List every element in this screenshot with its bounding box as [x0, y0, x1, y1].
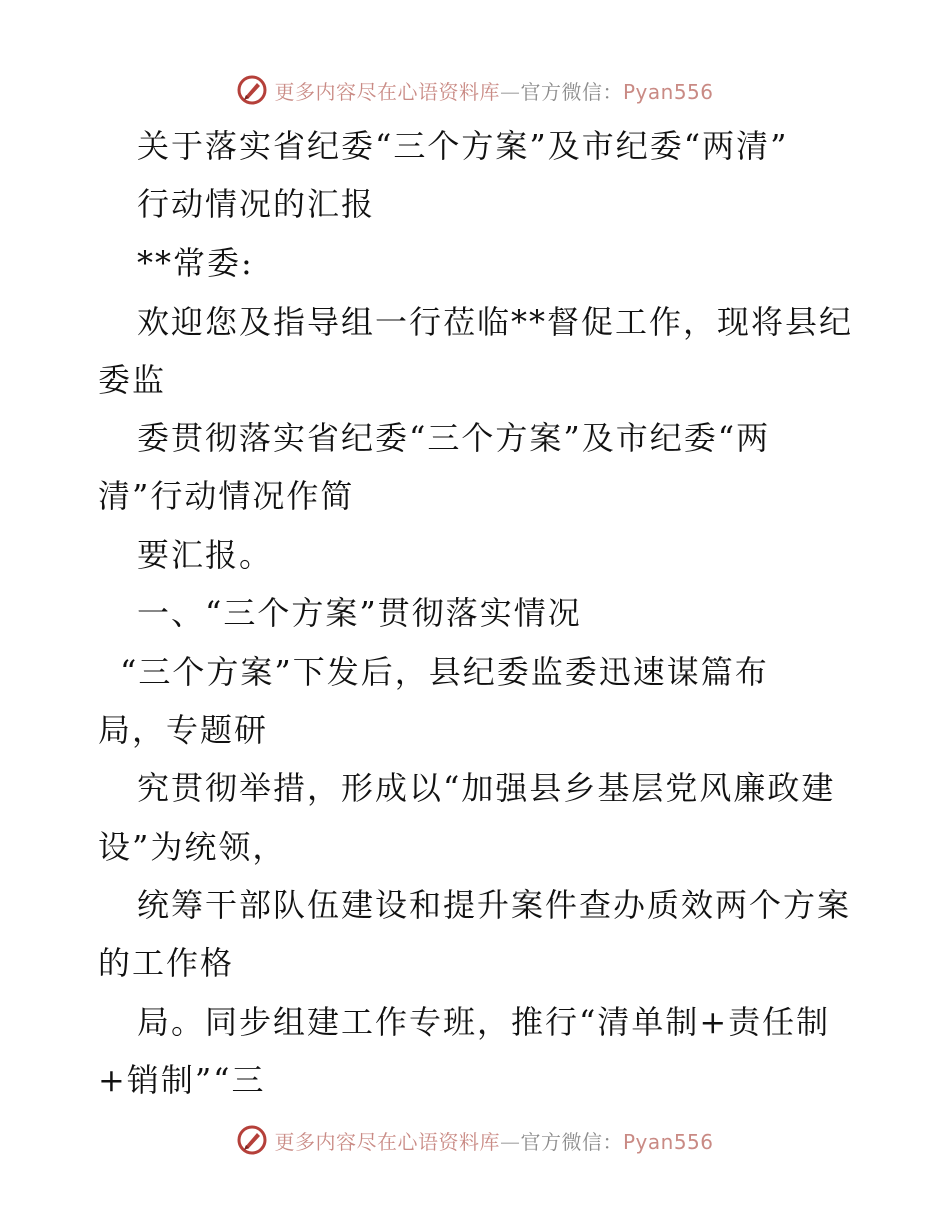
doc-paragraph-line: 设”为统领，: [98, 828, 287, 866]
pen-logo-icon: [236, 1124, 268, 1156]
header-watermark: [0, 70, 950, 110]
doc-paragraph-line: 欢迎您及指导组一行莅临**督促工作，现将县纪: [137, 303, 854, 341]
doc-paragraph-line: 统筹干部队伍建设和提升案件查办质效两个方案: [137, 886, 852, 924]
doc-paragraph-line: 局。同步组建工作专班，推行“清单制+责任制: [137, 1003, 831, 1041]
doc-paragraph-line: “三个方案”下发后，县纪委监委迅速谋篇布: [120, 653, 769, 691]
doc-paragraph-line: 委监: [98, 361, 167, 399]
watermark-separator: —: [499, 1129, 521, 1154]
doc-paragraph-line: 局，专题研: [98, 711, 269, 749]
doc-paragraph-line: 要汇报。: [137, 536, 274, 574]
watermark-brand: 更多内容尽在心语资料库: [274, 79, 500, 104]
watermark-id: Pyan556: [622, 79, 714, 104]
doc-title-line-2: 行动情况的汇报: [137, 185, 376, 223]
watermark-brand: 更多内容尽在心语资料库: [274, 1129, 500, 1154]
watermark-official: 官方微信：: [520, 79, 623, 104]
watermark-id: Pyan556: [622, 1129, 714, 1154]
doc-salutation: **常委:: [137, 244, 254, 282]
watermark-text: [274, 76, 713, 105]
pen-logo-icon: [236, 74, 268, 106]
doc-paragraph-line: 究贯彻举措，形成以“加强县乡基层党风廉政建: [137, 769, 836, 807]
doc-paragraph-line: +销制”“三: [98, 1061, 266, 1099]
doc-section-heading: 一、“三个方案”贯彻落实情况: [137, 594, 582, 632]
watermark-separator: —: [499, 79, 521, 104]
doc-paragraph-line: 委贯彻落实省纪委“三个方案”及市纪委“两: [137, 419, 771, 457]
doc-paragraph-line: 清”行动情况作简: [98, 477, 355, 515]
footer-watermark: [0, 1120, 950, 1160]
watermark-text: [274, 1126, 713, 1155]
doc-title-line-1: 关于落实省纪委“三个方案”及市纪委“两清”: [137, 127, 789, 165]
watermark-official: 官方微信：: [520, 1129, 623, 1154]
doc-paragraph-line: 的工作格: [98, 944, 235, 982]
